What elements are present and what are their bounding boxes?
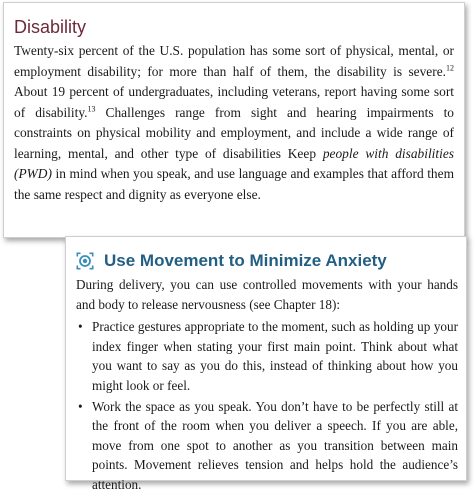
disability-text-3: Challenges range from sight and hearing impairments to constraints on physical mobility and employment, and include a wide range of learning, mental, and other type of disabilities Keep [14,104,454,161]
disability-paragraph [14,41,454,205]
disability-heading: Disability [14,17,87,37]
movement-bullet-list [76,317,458,494]
bullet-item [76,317,458,395]
disability-box [3,2,465,238]
bullet-marker: • [78,319,83,335]
movement-heading: Use Movement to Minimize Anxiety [104,251,387,270]
movement-intro: During delivery, you can use controlled movements with your hands and body to release nervousness (see Chapter 18): [76,277,458,312]
bullet-text: Work the space as you speak. You don’t have to be perfectly still at the front of the room when you deliver a speech. If you are able, move from one spot to another as you transition between main points. Movement relieves tension and helps hold the audience’s attention. [92,398,458,492]
movement-box [65,236,467,492]
movement-content [76,275,458,495]
footnote-ref-13: 13 [87,104,96,114]
disability-italic-term: people with disabilities (PWD) [14,145,455,181]
disability-text-2: About 19 percent of undergraduates, including veterans, report having some sort of disability. [14,84,454,120]
target-icon [76,252,94,270]
bullet-item [76,397,458,495]
disability-text-4: in mind when you speak, and use language and examples that afford them the same respect and dignity as everyone else. [14,166,454,202]
bullet-marker: • [78,398,83,414]
bullet-text: Practice gestures appropriate to the moment, such as holding up your index finger when stating your first main point. Think about what you want to say as you do this, instead of thinking about how you might look or feel. [92,319,458,393]
footnote-ref-12: 12 [446,63,454,73]
disability-text-1: Twenty-six percent of the U.S. population has some sort of physical, mental, or employment disability; for more than half of them, the disability is severe. [14,43,454,79]
movement-header [76,249,387,273]
